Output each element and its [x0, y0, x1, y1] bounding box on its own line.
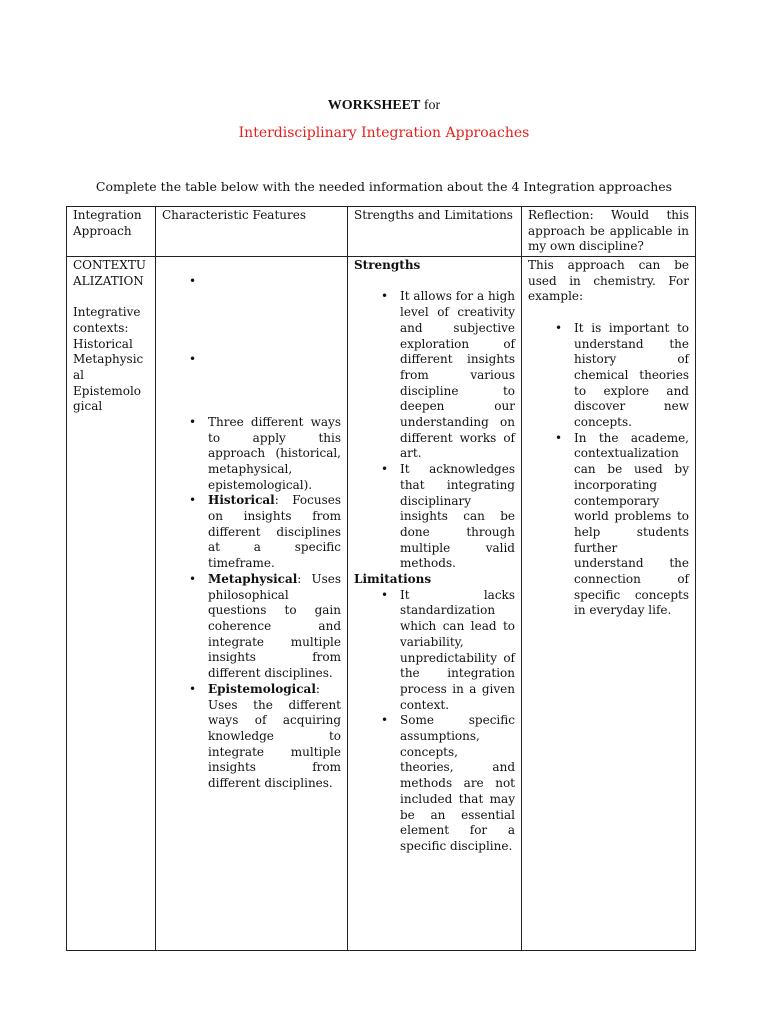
instructions-text: Complete the table below with the needed information about the 4 Integration approaches [95, 179, 673, 194]
worksheet-subtitle: Interdisciplinary Integration Approaches [238, 125, 530, 141]
feature-item: • Epistemological: Uses the different ways of acquiring knowledge to integrate multiple insights from different disciplines. [189, 681, 341, 791]
cell-strengths-limitations [348, 257, 522, 951]
strengths-list [381, 289, 515, 572]
context-line-4: Epistemolo [73, 383, 142, 398]
header-characteristic-features: Characteristic Features [156, 207, 348, 257]
reflection-item: • It is important to understand the history of chemical theories to explore and discover new concepts. [555, 320, 689, 430]
context-line-5: gical [73, 399, 103, 414]
integrative-contexts-label: Integrative contexts: [73, 305, 141, 335]
table-header-row [67, 207, 696, 257]
header-integration-approach: Integration Approach [67, 207, 156, 257]
empty-bullet-list [189, 273, 341, 415]
limitation-item: • It lacks standardization which can lead to variability, unpredictability of the integration process in a given context. [381, 587, 515, 712]
context-line-2: Metaphysic [73, 352, 144, 367]
context-line-3: al [73, 367, 84, 382]
approach-name-line-2: ALIZATION [73, 273, 144, 288]
limitations-list [381, 587, 515, 855]
strength-item: • It acknowledges that integrating disciplinary insights can be done through multiple valid methods. [381, 462, 515, 571]
feature-item: • Metaphysical: Uses philosophical questions to gain coherence and integrate multiple insights from different disciplines. [189, 571, 341, 681]
features-list [189, 414, 341, 792]
table-row-contextualization [67, 257, 696, 951]
empty-bullet-1: • [189, 273, 197, 288]
reflection-intro: This approach can be used in chemistry. For example: [528, 258, 689, 304]
strength-item: • It allows for a high level of creativity and subjective exploration of different insights from various discipline to deepen our understanding on different works of art. [381, 289, 515, 461]
cell-approach [67, 257, 156, 951]
feature-item: • Historical: Focuses on insights from different disciplines at a specific timeframe. [189, 493, 341, 571]
approach-name-line-1: CONTEXTU [73, 258, 146, 272]
cell-reflection [522, 257, 696, 951]
cell-characteristic-features [156, 257, 348, 951]
header-reflection: Reflection: Would this approach be applicable in my own discipline? [522, 207, 696, 257]
limitations-label: Limitations [354, 572, 432, 587]
reflection-item: • In the academe, contextualization can be used by incorporating contemporary world problems to help students further understand the connection of specific concepts in everyday life. [555, 430, 689, 618]
header-strengths-limitations: Strengths and Limitations [348, 207, 522, 257]
empty-bullet-2: • [189, 352, 197, 367]
strengths-label: Strengths [354, 258, 421, 272]
context-line-1: Historical [73, 336, 133, 351]
feature-item: • Three different ways to apply this approach (historical, metaphysical, epistemological). [189, 414, 341, 492]
limitation-item: • Some specific assumptions, concepts, theories, and methods are not included that may be an essential element for a specific discipline. [381, 713, 515, 853]
integration-approaches-table [66, 206, 696, 951]
worksheet-title: WORKSHEET for [327, 98, 441, 113]
reflection-list [555, 320, 689, 619]
